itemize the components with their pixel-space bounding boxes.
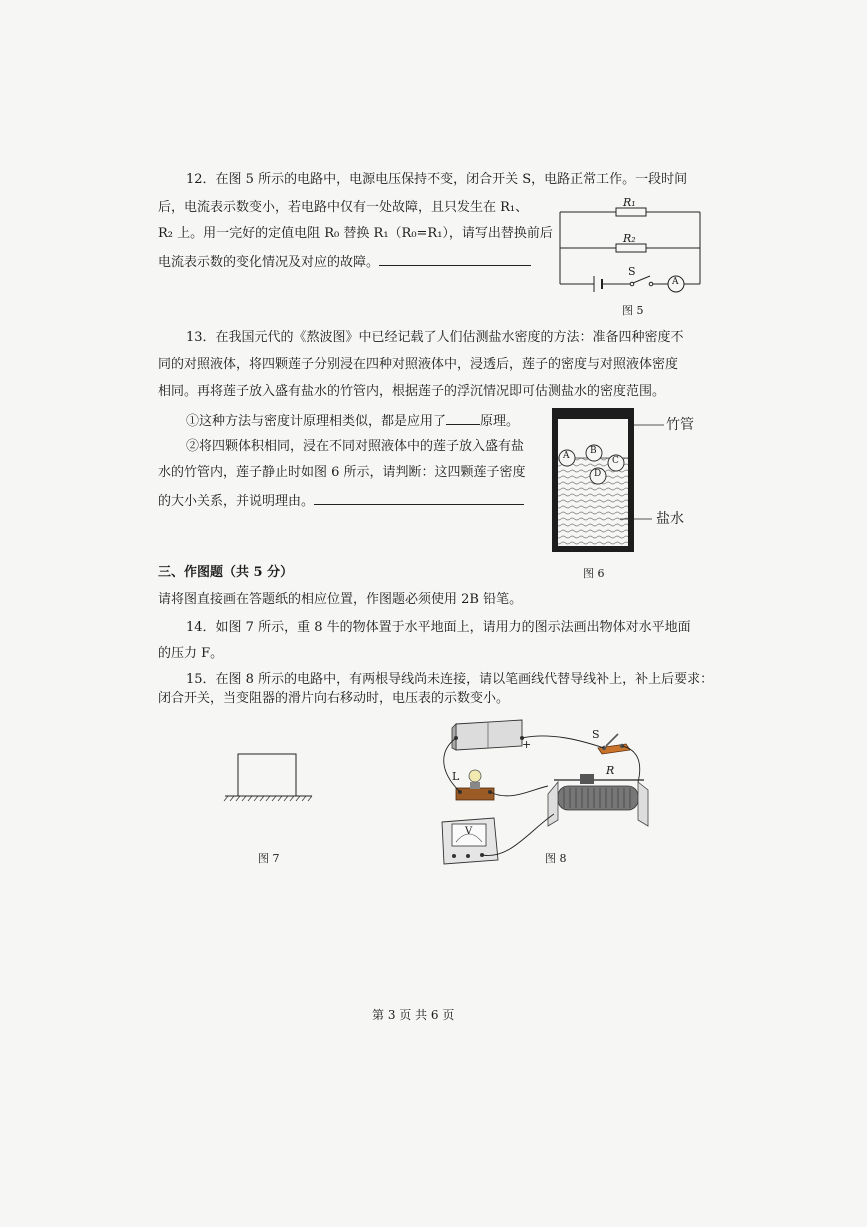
- section-3-note: 请将图直接画在答题纸的相应位置，作图题必须使用 2B 铅笔。: [158, 592, 523, 607]
- battery-box: [452, 720, 524, 750]
- bamboo-label: 竹管: [666, 417, 694, 433]
- rheostat-label: R: [606, 764, 615, 777]
- figure-7-caption: 图 7: [258, 852, 280, 865]
- page-footer: 第 3 页 共 6 页: [372, 1008, 455, 1022]
- q14-line-1: 14．如图 7 所示，重 8 牛的物体置于水平地面上，请用力的图示法画出物体对水平地面: [186, 620, 691, 635]
- voltmeter-device: [442, 818, 498, 864]
- r1-label: R₁: [623, 196, 636, 209]
- q13-sub-1-text: ①这种方法与密度计原理相类似，都是应用了: [186, 414, 447, 429]
- seed-d-label: D: [594, 469, 602, 479]
- q14-line-2: 的压力 F。: [158, 646, 224, 661]
- voltmeter-label: V: [465, 826, 473, 837]
- q13-line-2: 同的对照液体，将四颗莲子分别浸在四种对照液体中，浸透后，莲子的密度与对照液体密度: [158, 357, 679, 372]
- seed-a-label: A: [563, 451, 570, 461]
- figure-7-block: [220, 750, 320, 810]
- figure-8-caption: 图 8: [545, 852, 567, 865]
- figure-5-caption: 图 5: [622, 304, 644, 317]
- ammeter-label: A: [672, 277, 679, 287]
- q13-sub-2-line-3-text: 的大小关系，并说明理由。: [158, 494, 315, 509]
- switch-device: [598, 734, 630, 754]
- battery-plus-label: +: [522, 738, 532, 751]
- q15-line-2: 闭合开关，当变阻器的滑片向右移动时，电压表的示数变小。: [158, 691, 510, 706]
- q12-line-3: R₂ 上。用一完好的定值电阻 R₀ 替换 R₁（R₀=R₁），请写出替换前后: [158, 226, 553, 241]
- q13-sub-2-line-2: 水的竹管内，莲子静止时如图 6 所示，请判断：这四颗莲子密度: [158, 465, 526, 480]
- switch-device-label: S: [592, 728, 600, 741]
- block: [238, 754, 296, 796]
- q15-line-1: 15．在图 8 所示的电路中，有两根导线尚未连接，请以笔画线代替导线补上，补上后要求：: [186, 672, 714, 687]
- section-3-title: 三、作图题（共 5 分）: [158, 565, 294, 580]
- q12-line-4-text: 电流表示数的变化情况及对应的故障。: [158, 255, 380, 270]
- q13-line-3: 相同。再将莲子放入盛有盐水的竹管内，根据莲子的浮沉情况即可估测盐水的密度范围。: [158, 384, 666, 399]
- q13-sub-2-line-1: ②将四颗体积相同，浸在不同对照液体中的莲子放入盛有盐: [186, 439, 525, 454]
- seed-b-label: B: [590, 446, 597, 456]
- q13-sub-1-end: 原理。: [480, 414, 520, 429]
- q13-line-1: 13．在我国元代的《熬波图》中已经记载了人们估测盐水密度的方法：准备四种密度不: [186, 330, 684, 345]
- rheostat-device: [548, 774, 648, 826]
- brine-label: 盐水: [656, 511, 684, 527]
- q12-line-2: 后，电流表示数变小，若电路中仅有一处故障，且只发生在 R₁、: [158, 200, 529, 215]
- q12-line-1: 12．在图 5 所示的电路中，电源电压保持不变，闭合开关 S，电路正常工作。一段时间: [186, 172, 688, 187]
- r2-label: R₂: [623, 232, 636, 245]
- seed-c-label: C: [612, 456, 619, 466]
- rheostat-slider: [580, 774, 594, 784]
- lamp-device: [456, 770, 494, 800]
- switch-label: S: [628, 265, 636, 278]
- figure-6-caption: 图 6: [583, 567, 605, 580]
- lamp-label: L: [452, 770, 460, 783]
